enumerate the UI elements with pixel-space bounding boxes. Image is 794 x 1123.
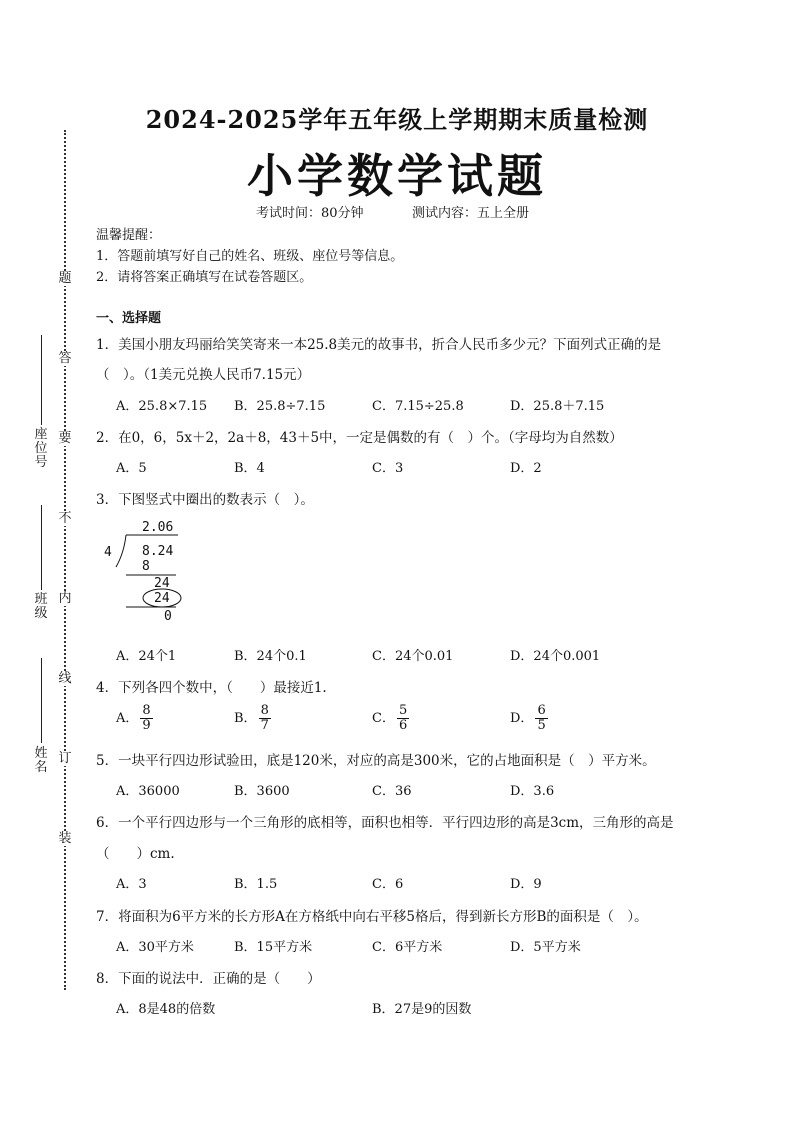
- q2-option-b: B．4: [234, 461, 265, 476]
- label-class: 班级: [34, 592, 48, 621]
- q6-option-d: D．9: [510, 877, 542, 892]
- q3-step1: 8: [142, 559, 150, 574]
- q3-option-a: A．24个1: [116, 649, 177, 664]
- notice-item-2: 2．请将答案正确填写在试卷答题区。: [96, 270, 313, 285]
- label-seat-number: 座位号: [34, 427, 48, 470]
- q3-long-division: [96, 515, 216, 630]
- seal-char-da: 答: [58, 351, 72, 366]
- q4-option-a-letter: A．: [116, 711, 139, 726]
- q4-option-d-letter: D．: [510, 711, 534, 726]
- q6-stem-line2: （ ）cm.: [96, 846, 175, 862]
- binding-dotted-line: [64, 130, 66, 990]
- q8-option-b: B．27是9的因数: [372, 1002, 472, 1017]
- q4-option-d-fraction: [535, 704, 547, 733]
- seat-underline: [41, 335, 42, 425]
- q6-option-a: A．3: [116, 877, 147, 892]
- q4-option-a: [116, 704, 153, 733]
- seal-char-ding: 订: [58, 751, 72, 766]
- seal-char-ti: 题: [58, 271, 72, 286]
- q3-dividend: 8.24: [142, 544, 174, 559]
- q5-option-c: C．36: [372, 784, 412, 799]
- q5-option-a: A．36000: [116, 784, 180, 799]
- exam-title-main: 小学数学试题: [247, 149, 547, 203]
- q7-option-c: C．6平方米: [372, 940, 443, 955]
- q3-step2: 24: [154, 576, 170, 591]
- label-name: 姓名: [34, 746, 48, 775]
- q3-option-c: C．24个0.01: [372, 649, 454, 664]
- q2-option-c: C．3: [372, 461, 404, 476]
- q4-option-b-fraction: [259, 704, 271, 733]
- exam-time: 考试时间：80分钟: [256, 206, 364, 221]
- q6-stem-line1: 6．一个平行四边形与一个三角形的底相等，面积也相等．平行四边形的高是3cm，三角形的高是: [96, 815, 674, 831]
- q1-stem-line1: 1．美国小朋友玛丽给笑笑寄来一本25.8美元的故事书，折合人民币多少元？下面列式正确的是: [96, 337, 662, 353]
- fraction-denominator: 9: [142, 718, 151, 733]
- q1-option-c: C．7.15÷25.8: [372, 399, 464, 414]
- q4-option-c-fraction: [397, 704, 409, 733]
- q3-quotient: 2.06: [142, 520, 174, 535]
- fraction-denominator: 7: [260, 718, 269, 733]
- fraction-numerator: 5: [398, 703, 408, 718]
- q7-option-a: A．30平方米: [116, 940, 194, 955]
- q7-stem: 7．将面积为6平方米的长方形A在方格纸中向右平移5格后，得到新长方形B的面积是（ ）。: [96, 909, 648, 925]
- fraction-numerator: 6: [537, 703, 546, 718]
- name-underline: [41, 658, 42, 743]
- q2-option-d: D．2: [510, 461, 542, 476]
- q4-stem: 4．下列各四个数中，（ ）最接近1.: [96, 680, 327, 696]
- q1-option-a: A．25.8×7.15: [116, 399, 208, 414]
- seal-char-nei: 内: [58, 591, 72, 606]
- q3-remainder: 0: [164, 609, 172, 624]
- q3-option-b: B．24个0.1: [234, 649, 307, 664]
- fraction-denominator: 5: [537, 718, 546, 733]
- section-heading: 一、选择题: [96, 311, 162, 326]
- q4-option-c-letter: C．: [372, 711, 395, 726]
- class-underline: [41, 505, 42, 590]
- q7-option-b: B．15平方米: [234, 940, 313, 955]
- q4-option-d: [510, 704, 548, 733]
- q8-stem: 8．下面的说法中．正确的是（ ）: [96, 971, 321, 987]
- q5-option-b: B．3600: [234, 784, 290, 799]
- seal-char-bu: 不: [58, 511, 72, 526]
- seal-char-zhuang: 装: [58, 831, 72, 846]
- q4-option-a-fraction: [140, 704, 152, 733]
- seal-char-yao: 要: [58, 431, 72, 446]
- q8-option-a: A．8是48的倍数: [116, 1002, 216, 1017]
- q1-option-b: B．25.8÷7.15: [234, 399, 326, 414]
- q2-option-a: A．5: [116, 461, 147, 476]
- q3-stem: 3．下图竖式中圈出的数表示（ ）。: [96, 492, 314, 508]
- q1-stem-line2: （ ）。（1美元兑换人民币7.15元）: [96, 367, 311, 383]
- exam-title-line1: 2024-2025学年五年级上学期期末质量检测: [145, 105, 649, 134]
- q6-option-b: B．1.5: [234, 877, 278, 892]
- q6-option-c: C．6: [372, 877, 404, 892]
- q1-option-d: D．25.8＋7.15: [510, 399, 605, 414]
- q4-option-c: [372, 704, 409, 733]
- notice-item-1: 1．答题前填写好自己的姓名、班级、座位号等信息。: [96, 249, 404, 264]
- q3-divisor: 4: [104, 545, 112, 560]
- fraction-denominator: 6: [398, 718, 408, 733]
- notice-heading: 温馨提醒：: [96, 228, 162, 243]
- q3-option-d: D．24个0.001: [510, 649, 601, 664]
- q3-step3-circled: 24: [154, 591, 170, 606]
- q5-stem: 5．一块平行四边形试验田，底是120米，对应的高是300米，它的占地面积是（ ）平方米。: [96, 753, 656, 769]
- q4-option-b: [234, 704, 271, 733]
- fraction-numerator: 8: [142, 703, 151, 718]
- q4-option-b-letter: B．: [234, 711, 257, 726]
- seal-char-xian: 线: [58, 671, 72, 686]
- fraction-numerator: 8: [260, 703, 269, 718]
- exam-content: 测试内容：五上全册: [412, 206, 530, 221]
- q2-stem: 2．在0，6，5x＋2，2a＋8，43＋5中，一定是偶数的有（ ）个。（字母均为自然数）: [96, 430, 623, 446]
- q7-option-d: D．5平方米: [510, 940, 581, 955]
- q5-option-d: D．3.6: [510, 784, 555, 799]
